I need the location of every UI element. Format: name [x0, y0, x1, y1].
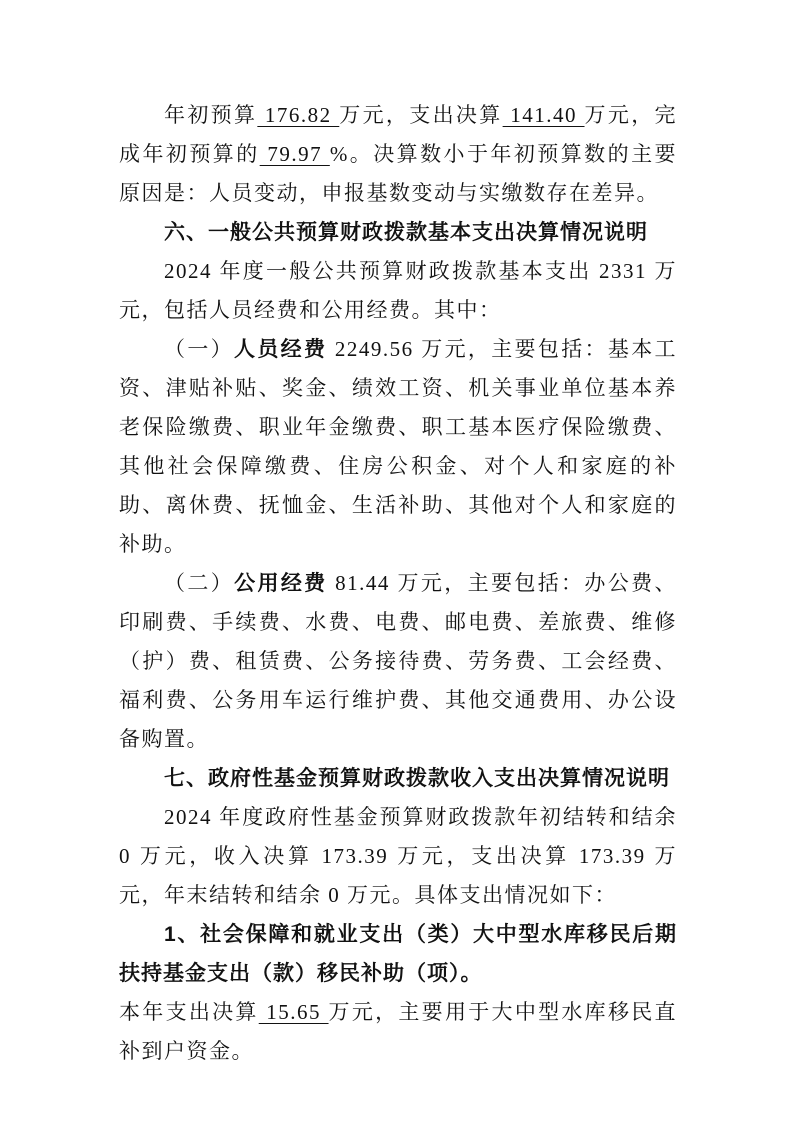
text-run: 万元，完成年初预算的: [119, 103, 678, 166]
paragraph-basic-expenditure: 2024 年度一般公共预算财政拨款基本支出 2331 万元，包括人员经费和公用经费。其中：: [119, 259, 677, 322]
text-run: 万元，支出决算: [339, 103, 503, 127]
text-run: 2249.56 万元，主要包括：基本工资、津贴补贴、奖金、绩效工资、机关事业单位基本养老保险缴费、职业年金缴费、职工基本医疗保险缴费、其他社会保障缴费、住房公积金、对个人和家庭的补助、离休费、抚恤金、生活补助、其他对个人和家庭的补助。: [119, 337, 678, 556]
paragraph-personnel-funds: [119, 330, 677, 564]
underlined-value-initial-budget: 176.82: [257, 103, 340, 127]
heading-section-seven: 七、政府性基金预算财政拨款收入支出决算情况说明: [164, 767, 670, 790]
paragraph-public-funds: [119, 564, 677, 759]
list-label: （二）: [164, 571, 235, 595]
text-run: %。决算数小于年初预算数的主要原因是：人员变动，申报基数变动与实缴数存在差异。: [119, 142, 678, 205]
document-content: [119, 96, 677, 1071]
heading-section-six: 六、一般公共预算财政拨款基本支出决算情况说明: [164, 221, 648, 244]
text-run: 81.44 万元，主要包括：办公费、印刷费、手续费、水费、电费、邮电费、差旅费、维修（护）费、租赁费、公务接待费、劳务费、工会经费、福利费、公务用车运行维护费、其他交通费用、办公设备购置。: [119, 571, 678, 751]
underlined-value-expenditure: 141.40: [502, 103, 585, 127]
bold-term-personnel-funds: 人员经费: [234, 338, 328, 361]
paragraph-item-social-security: 1、社会保障和就业支出（类）大中型水库移民后期扶持基金支出（款）移民补助（项）。: [119, 923, 677, 985]
list-label: （一）: [164, 337, 234, 361]
bold-term-public-funds: 公用经费: [234, 572, 328, 595]
text-run: 本年支出决算: [119, 1000, 259, 1024]
underlined-value-percentage: 79.97: [259, 142, 330, 166]
paragraph-government-fund: 2024 年度政府性基金预算财政拨款年初结转和结余 0 万元，收入决算 173.39 万元，支出决算 173.39 万元，年末结转和结余 0 万元。具体支出情况如下：: [119, 805, 677, 907]
paragraph-current-year-expense: [119, 993, 677, 1071]
underlined-value-year-expense: 15.65: [258, 1000, 329, 1024]
text-run: 万元，主要用于大中型水库移民直补到户资金。: [119, 1000, 678, 1063]
paragraph-annual-budget: [119, 96, 677, 213]
text-run: 年初预算: [164, 103, 258, 127]
